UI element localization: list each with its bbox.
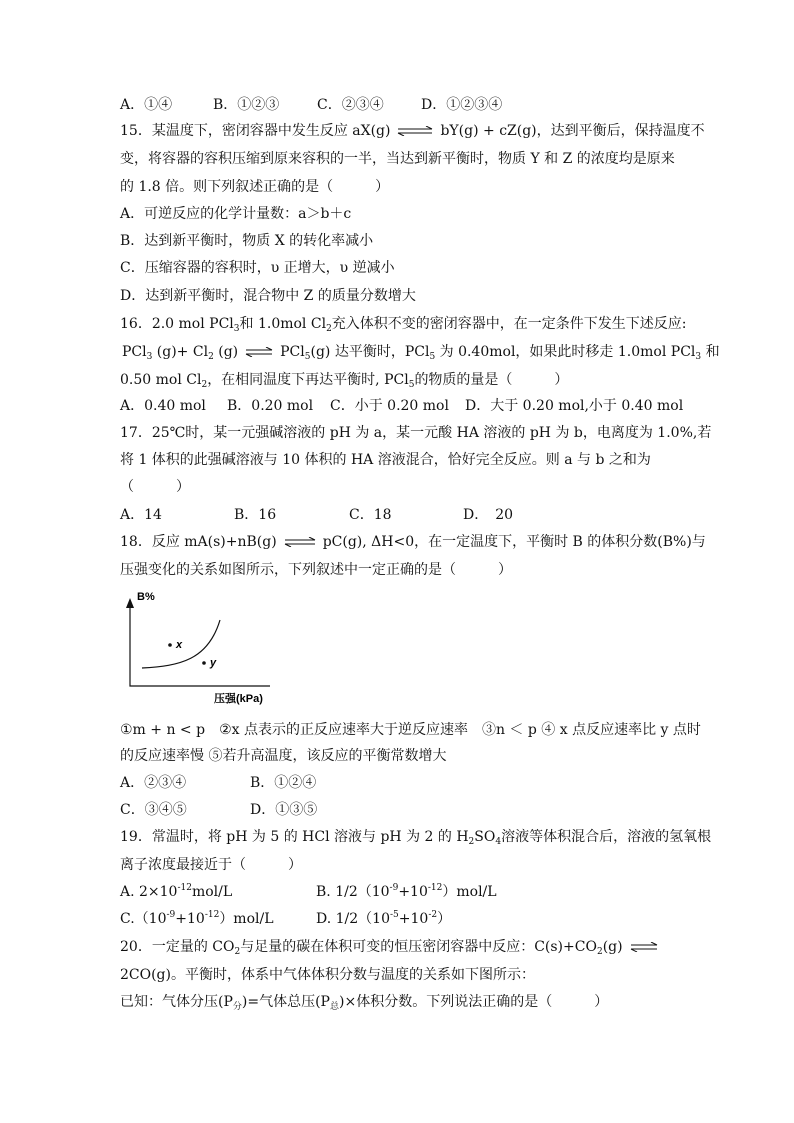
equilibrium-arrow-icon: [396, 126, 434, 136]
q14-option-d: D．①②③④: [421, 97, 503, 113]
point-y-dot: [202, 661, 206, 665]
q17-option-b: B．16: [234, 507, 277, 523]
q19-option-a: A. $2\times 10^{-12}mol/L$: [120, 883, 233, 900]
q16-option-c: C．小于 0.20 mol: [330, 398, 449, 414]
equilibrium-arrow-icon: [244, 347, 274, 357]
q19-option-d: D. $1/2(10^{-5}+10^{-2})$: [316, 910, 452, 927]
q15-stem-line2: 变，将容器的容积压缩到原来容积的一半，当达到新平衡时，物质 Y 和 Z 的浓度均是原来: [120, 151, 675, 167]
q20-stem-line1: 20．一定量的 $CO_2$与足量的碳在体积可变的恒压密闭容器中反应：$C(s)+CO_2(g)$: [120, 937, 665, 957]
q15-option-b: B．达到新平衡时，物质 X 的转化率减小: [120, 233, 374, 249]
equilibrium-arrow-icon: [283, 537, 317, 547]
q19-stem-line2: 离子浓度最接近于（ ）: [120, 857, 302, 873]
q14-option-c: C．②③④: [317, 97, 384, 113]
y-axis-label: B%: [137, 591, 155, 603]
q18-stem-line1: 18．反应 mA(s)+nB(g) pC(g), ΔH<0，在一定温度下，平衡时 B 的体积分数(B%)与: [120, 534, 706, 550]
point-x-dot: [168, 643, 172, 647]
q17-option-a: A．14: [120, 507, 162, 523]
q16-stem-line3: 0.50 mol $Cl_2$，在相同温度下再达平衡时, PCl$_5$的物质的量是（ ）: [120, 372, 569, 390]
q18-option-c: C．③④⑤: [120, 802, 187, 818]
q15-option-d: D．达到新平衡时，混合物中 Z 的质量分数增大: [120, 288, 416, 304]
q15-option-c: C．压缩容器的容积时，υ 正增大，υ 逆减小: [120, 260, 395, 276]
q17-stem-line1: 17．25℃时，某一元强碱溶液的 pH 为 a，某一元酸 HA 溶液的 pH 为 b，电离度为 1.0%,若: [120, 425, 712, 441]
q14-option-b: B．①②③: [213, 97, 280, 113]
point-x-label: x: [176, 639, 183, 651]
q16-option-a: A．0.40 mol: [120, 398, 206, 414]
graph-axes: [130, 606, 270, 686]
q14-option-a: A．①④: [120, 97, 173, 113]
q17-option-c: C．18: [349, 507, 392, 523]
q18-statements-line2: 的反应速率慢 ⑤若升高温度，该反应的平衡常数增大: [120, 748, 447, 764]
q18-stem-line2: 压强变化的关系如图所示，下列叙述中一定正确的是（ ）: [120, 562, 512, 578]
q16-option-b: B．0.20 mol: [227, 398, 314, 414]
q18-option-b: B．①②④: [250, 775, 317, 791]
q19-option-c: $C.(10^{-9}+10^{-12})mol/L$: [120, 910, 274, 927]
q16-option-d: D．大于 0.20 mol,小于 0.40 mol: [465, 398, 684, 414]
q18-statements-line1: ①m + n < p ②x 点表示的正反应速率大于逆反应速率 ③n ＜ p ④ x 点反应速率比 y 点时: [120, 722, 701, 738]
q16-stem-line2: PCl$_3$ $(g)+ Cl_2$ (g) PCl$_5$(g) 达平衡时，PCl$_5$ 为 0.40mol，如果此时移走 1.0mol PCl$_3$ 和: [122, 344, 720, 362]
equilibrium-arrow-icon: [629, 942, 659, 952]
q17-stem-line2: 将 1 体积的此强碱溶液与 10 体积的 HA 溶液混合，恰好完全反应。则 a 与 b 之和为: [120, 452, 651, 468]
q20-stem-line2: 2CO(g)。平衡时，体系中气体体积分数与温度的关系如下图所示：: [120, 967, 535, 983]
x-axis-label: 压强(kPa): [214, 693, 263, 705]
q18-option-a: A．②③④: [120, 775, 187, 791]
q15-option-a: A．可逆反应的化学计量数：a＞b＋c: [120, 206, 352, 222]
point-y-label: y: [210, 657, 217, 669]
q15-stem-line3: 的 1.8 倍。则下列叙述正确的是（ ）: [120, 179, 390, 195]
q17-stem-line3: （ ）: [120, 479, 190, 495]
q19-stem-line1: 19．常温时，将 pH 为 5 的 HCl 溶液与 pH 为 2 的 $H_2SO_4$溶液等体积混合后，溶液的氢氧根: [120, 829, 712, 847]
q15-stem-line1: 15．某温度下，密闭容器中发生反应 aX(g) bY(g) + cZ(g)，达到平衡后，保持温度不: [120, 123, 705, 139]
q16-stem-line1: 16．2.0 mol PCl$_3$和 1.0mol $Cl_2$充入体积不变的密闭容器中，在一定条件下发生下述反应:: [120, 316, 687, 334]
q20-stem-line3: 已知：气体分压$(P_分)=$气体总压$(P_总)\times$体积分数。下列说法正确的是（ ）: [120, 994, 609, 1012]
y-axis-arrow-icon: [126, 598, 134, 608]
q18-pressure-graph: [120, 588, 290, 708]
q18-option-d: D．①③⑤: [250, 802, 318, 818]
q19-option-b: B. $1/2(10^{-9}+10^{-12})mol/L$: [316, 883, 497, 900]
q17-option-d: D． 20: [463, 507, 514, 523]
